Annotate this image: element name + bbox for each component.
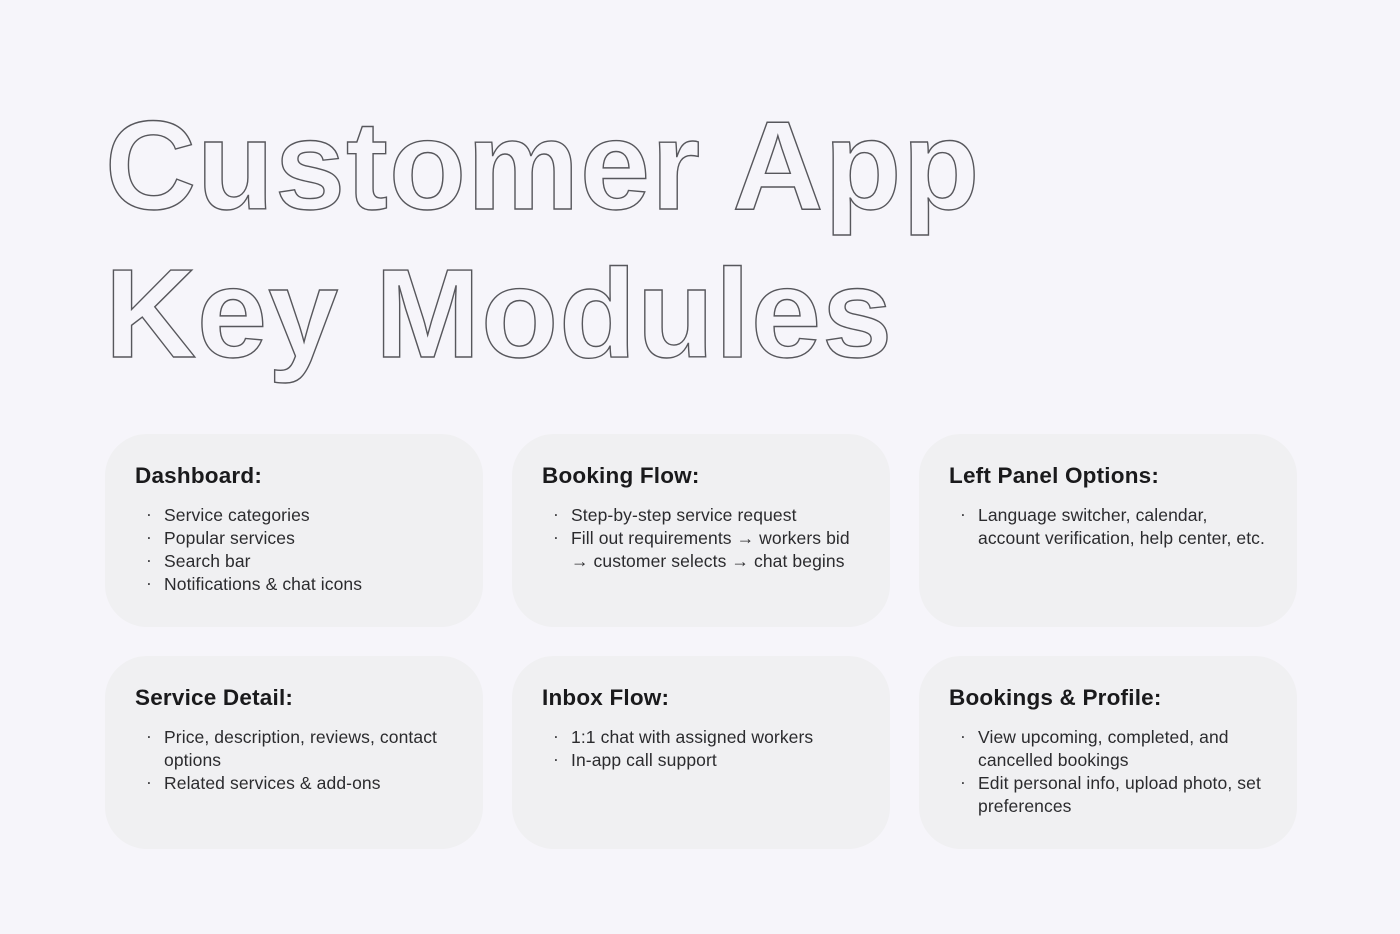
card-bullet-item [135, 573, 453, 596]
module-card [512, 434, 890, 627]
card-bullet-list [135, 726, 453, 795]
module-card [919, 434, 1297, 627]
bullet-text: Related services & add-ons [164, 773, 381, 793]
bullet-text: Popular services [164, 528, 295, 548]
card-bullet-list [949, 504, 1267, 550]
card-bullet-item [135, 726, 453, 772]
module-card [512, 656, 890, 849]
bullet-dot-icon: · [146, 527, 152, 547]
card-heading: Left Panel Options: [949, 463, 1160, 488]
bullet-text: Search bar [164, 551, 251, 571]
card-heading: Bookings & Profile: [949, 685, 1162, 710]
card-bullet-item [949, 772, 1267, 818]
card-bullet-list [949, 726, 1267, 818]
page-title-line-1: Customer App [105, 95, 981, 236]
bullet-dot-icon: · [960, 772, 966, 792]
bullet-dot-icon: · [960, 504, 966, 524]
card-bullet-item [542, 726, 860, 749]
bullet-text: Step-by-step service request [571, 505, 797, 525]
card-heading: Inbox Flow: [542, 685, 670, 710]
card-bullet-item [949, 726, 1267, 772]
bullet-text: Fill out requirements → workers bid → customer selects → chat begins [571, 528, 850, 571]
bullet-text: Language switcher, calendar, account verification, help center, etc. [978, 505, 1265, 548]
bullet-text: Service categories [164, 505, 310, 525]
card-heading: Booking Flow: [542, 463, 700, 488]
bullet-dot-icon: · [146, 550, 152, 570]
card-bullet-item [542, 504, 860, 527]
module-card [105, 434, 483, 627]
card-bullet-list [542, 726, 860, 772]
slide [105, 92, 1297, 849]
card-bullet-list [542, 504, 860, 573]
card-bullet-item [949, 504, 1267, 550]
bullet-dot-icon: · [146, 504, 152, 524]
page-title-line-2: Key Modules [105, 243, 894, 384]
bullet-dot-icon: · [553, 726, 559, 746]
bullet-dot-icon: · [146, 573, 152, 593]
page-title [105, 92, 1297, 388]
cards-grid [105, 434, 1297, 849]
card-heading: Dashboard: [135, 463, 263, 488]
bullet-dot-icon: · [146, 772, 152, 792]
bullet-text: Edit personal info, upload photo, set preferences [978, 773, 1261, 816]
card-bullet-item [135, 504, 453, 527]
card-bullet-item [135, 527, 453, 550]
bullet-dot-icon: · [146, 726, 152, 746]
bullet-text: View upcoming, completed, and cancelled bookings [978, 727, 1229, 770]
module-card [919, 656, 1297, 849]
card-bullet-item [542, 527, 860, 573]
card-bullet-item [135, 550, 453, 573]
card-bullet-list [135, 504, 453, 596]
bullet-dot-icon: · [553, 527, 559, 547]
card-bullet-item [135, 772, 453, 795]
bullet-dot-icon: · [553, 504, 559, 524]
bullet-dot-icon: · [960, 726, 966, 746]
module-card [105, 656, 483, 849]
bullet-dot-icon: · [553, 749, 559, 769]
card-heading: Service Detail: [135, 685, 294, 710]
bullet-text: Price, description, reviews, contact options [164, 727, 438, 770]
bullet-text: 1:1 chat with assigned workers [571, 727, 814, 747]
bullet-text: Notifications & chat icons [164, 574, 363, 594]
card-bullet-item [542, 749, 860, 772]
bullet-text: In-app call support [571, 750, 717, 770]
